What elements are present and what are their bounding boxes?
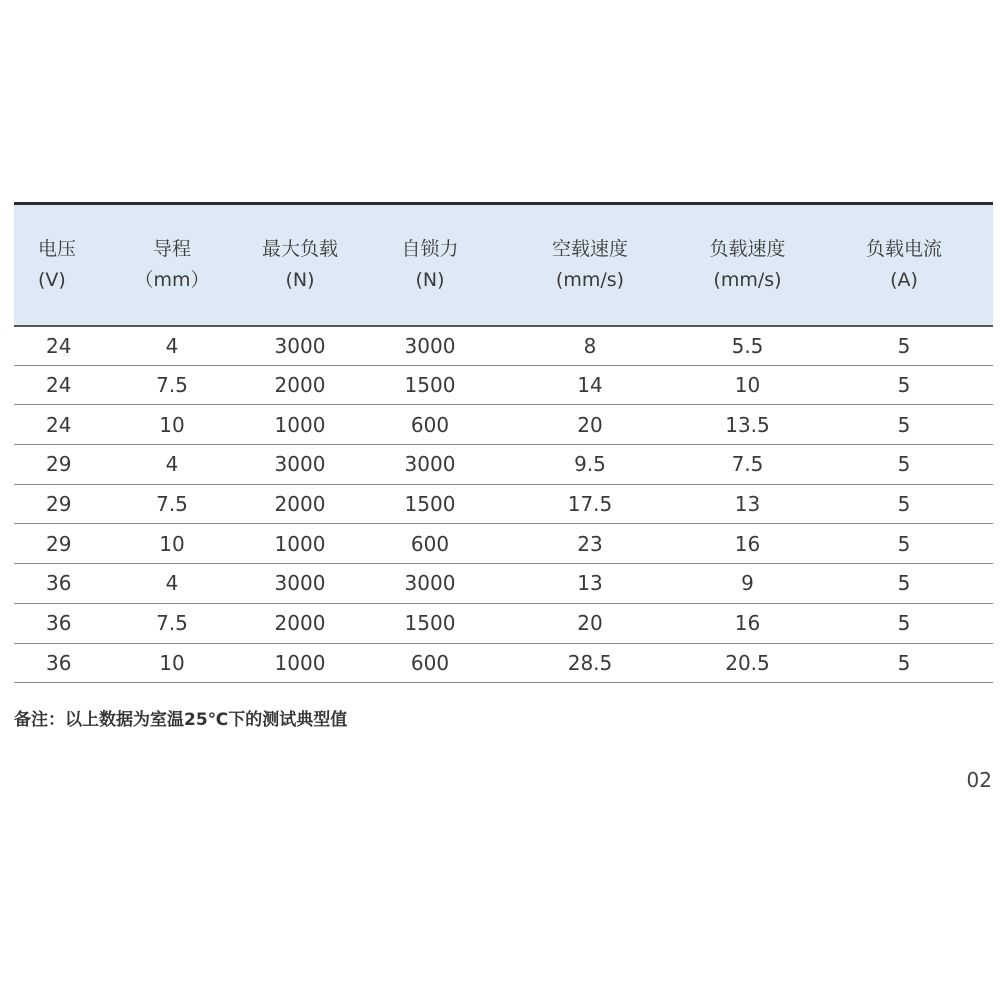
table-cell: 600 xyxy=(410,412,450,437)
table-cell: 13 xyxy=(734,492,761,517)
table-cell: 8 xyxy=(583,333,597,358)
table-cell: 20.5 xyxy=(725,650,770,675)
column-header-label: 空载速度 xyxy=(551,237,628,260)
table-cell: 16 xyxy=(734,531,761,556)
table-cell: 24 xyxy=(46,373,72,398)
table-cell: 9.5 xyxy=(574,452,606,477)
table-row xyxy=(14,603,993,643)
table-cell: 3000 xyxy=(404,333,456,358)
table-cell: 5 xyxy=(897,452,911,477)
table-cell: 17.5 xyxy=(567,492,613,517)
spec-table xyxy=(14,202,993,683)
column-header-unit: (A) xyxy=(890,268,918,291)
column-header-label: 负载电流 xyxy=(865,237,942,260)
table-row xyxy=(14,564,993,604)
table-cell: 3000 xyxy=(404,571,456,596)
table-cell: 2000 xyxy=(274,611,326,636)
table-row xyxy=(14,405,993,445)
column-header-label: 导程 xyxy=(152,237,191,260)
table-cell: 3000 xyxy=(404,452,456,477)
table-cell: 5 xyxy=(897,611,911,636)
column-header-unit: (N) xyxy=(415,268,445,291)
table-cell: 29 xyxy=(46,531,72,556)
column-header-label: 电压 xyxy=(38,237,77,260)
table-cell: 14 xyxy=(577,373,603,398)
table-body xyxy=(14,326,993,683)
column-header-unit: (mm/s) xyxy=(555,268,625,291)
table-cell: 7.5 xyxy=(156,492,188,517)
column-header-unit: (V) xyxy=(38,268,66,291)
table-cell: 24 xyxy=(46,412,72,437)
table-cell: 1000 xyxy=(274,531,326,556)
column-header xyxy=(815,204,993,326)
table-row xyxy=(14,643,993,683)
table-row xyxy=(14,484,993,524)
column-header xyxy=(360,204,500,326)
column-header xyxy=(104,204,240,326)
table-cell: 1500 xyxy=(404,373,456,398)
table-cell: 7.5 xyxy=(156,373,188,398)
column-header-unit: (mm/s) xyxy=(713,268,782,291)
table-cell: 2000 xyxy=(274,492,326,517)
column-header-label: 自锁力 xyxy=(401,237,459,260)
table-cell: 2000 xyxy=(274,373,326,398)
column-header xyxy=(14,204,104,326)
table-cell: 600 xyxy=(410,650,450,675)
table-cell: 23 xyxy=(577,531,603,556)
column-header xyxy=(500,204,680,326)
table-row xyxy=(14,524,993,564)
table-cell: 7.5 xyxy=(731,452,764,477)
table-cell: 5.5 xyxy=(731,333,764,358)
table-cell: 5 xyxy=(897,412,911,437)
table-row xyxy=(14,326,993,366)
table-cell: 1500 xyxy=(404,492,456,517)
table-cell: 10 xyxy=(734,373,761,398)
table-cell: 1500 xyxy=(404,611,456,636)
table-cell: 7.5 xyxy=(156,611,188,636)
table-header xyxy=(14,204,993,326)
table-row xyxy=(14,365,993,405)
footnote: 备注：以上数据为室温25℃下的测试典型值 xyxy=(14,710,348,730)
table-cell: 29 xyxy=(46,452,72,477)
table-cell: 3000 xyxy=(274,333,326,358)
page-number: 02 xyxy=(966,768,992,792)
column-header-unit: (N) xyxy=(285,268,315,291)
table-cell: 10 xyxy=(159,531,185,556)
column-header-label: 负载速度 xyxy=(709,237,786,260)
table-cell: 5 xyxy=(897,492,911,517)
table-cell: 20 xyxy=(577,611,603,636)
table-cell: 29 xyxy=(46,492,72,517)
table-cell: 600 xyxy=(410,531,450,556)
table-cell: 5 xyxy=(897,650,911,675)
header-row xyxy=(14,204,993,326)
table-cell: 36 xyxy=(46,611,72,636)
table-cell: 36 xyxy=(46,571,72,596)
table-cell: 5 xyxy=(897,531,911,556)
column-header-unit: （mm） xyxy=(134,268,210,291)
table-cell: 10 xyxy=(159,412,185,437)
table-cell: 20 xyxy=(577,412,603,437)
table-row xyxy=(14,445,993,485)
table-cell: 4 xyxy=(165,452,179,477)
table-cell: 9 xyxy=(741,571,754,596)
table-cell: 4 xyxy=(165,571,179,596)
table-cell: 1000 xyxy=(274,650,326,675)
table-cell: 5 xyxy=(897,373,911,398)
column-header xyxy=(240,204,360,326)
table-cell: 36 xyxy=(46,650,72,675)
table-cell: 10 xyxy=(159,650,185,675)
table-cell: 24 xyxy=(46,333,72,358)
table-cell: 3000 xyxy=(274,452,326,477)
column-header-label: 最大负载 xyxy=(261,237,338,260)
table-cell: 28.5 xyxy=(567,650,613,675)
table-cell: 13 xyxy=(577,571,603,596)
table-cell: 13.5 xyxy=(725,412,770,437)
table-cell: 3000 xyxy=(274,571,326,596)
table-cell: 5 xyxy=(897,571,911,596)
table-cell: 1000 xyxy=(274,412,326,437)
table-cell: 5 xyxy=(897,333,911,358)
table-cell: 4 xyxy=(165,333,179,358)
table-cell: 16 xyxy=(734,611,761,636)
column-header xyxy=(680,204,815,326)
